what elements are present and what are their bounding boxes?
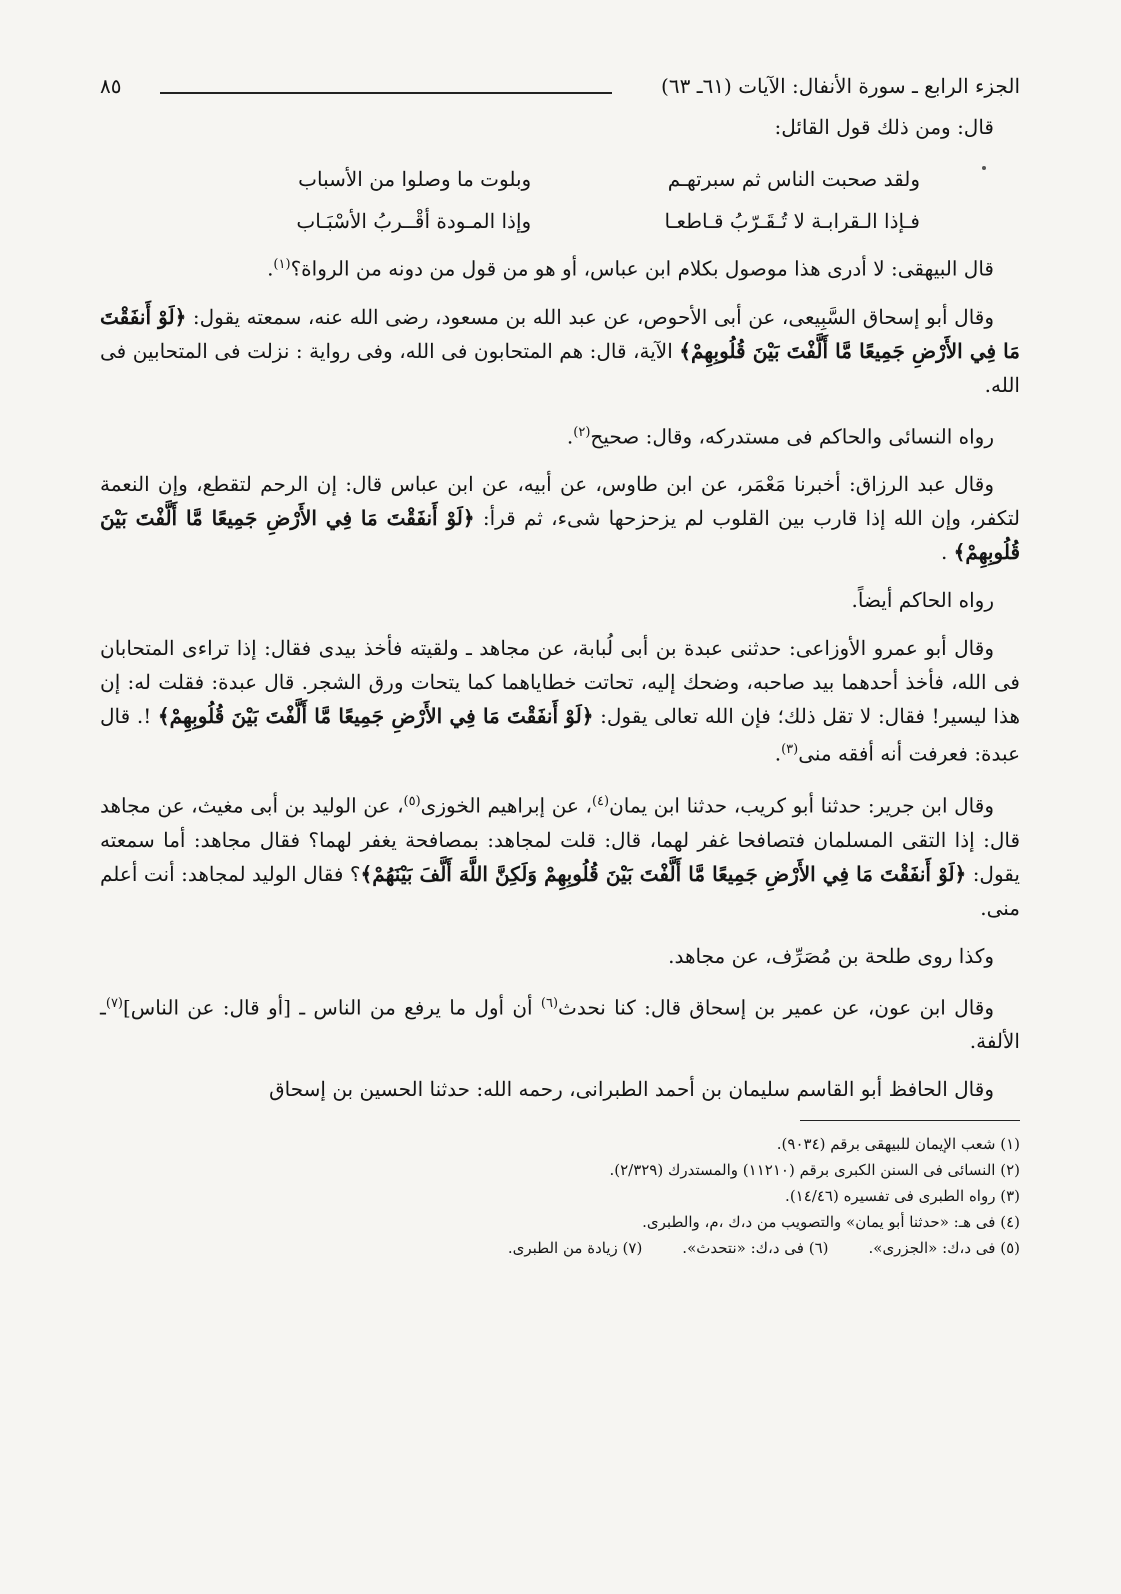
poem-hemistich: ولقد صحبت الناس ثم سبرتهـم: [667, 167, 920, 191]
text: .: [267, 256, 274, 281]
footnote: (٣) رواه الطبرى فى تفسيره (١٤/٤٦).: [785, 1187, 1020, 1206]
poem-hemistich: وإذا المـودة أقْــربُ الأسْبَـاب: [296, 209, 532, 233]
page: [100, 70, 1020, 1261]
footnote-row: [100, 1235, 1020, 1261]
text: أن أول ما يرفع من الناس ـ [أو قال: عن الناس]: [123, 995, 541, 1020]
paragraph-tabarani: وقال الحافظ أبو القاسم سليمان بن أحمد الطبرانى، رحمه الله: حدثنا الحسين بن إسحاق: [269, 1077, 994, 1102]
text: ؟ فقال الوليد لمجاهد: أنت أعلم منى.: [100, 861, 1020, 920]
poem-hemistich: فـإذا الـقرابـة لا تُـقَـرّبُ قـاطعـا: [664, 209, 920, 233]
footnote: (٢) النسائى فى السنن الكبرى برقم (١١٢١٠) والمستدرك (٢/٣٢٩).: [609, 1161, 1020, 1180]
footnote-ref: (١): [273, 257, 291, 272]
paragraph-ibn-awn: [100, 987, 1020, 1059]
text: !. قال عبدة: فعرفت أنه أفقه منى: [100, 704, 1020, 766]
text: وقال أبو إسحاق السَّبِيعى، عن أبى الأحوص، عن عبد الله بن مسعود، رضى الله عنه، سمعته يقول:: [186, 304, 995, 329]
text: .: [566, 424, 574, 449]
footnote-ref: (٥): [403, 793, 421, 809]
poem-verse: [200, 158, 920, 200]
paragraph-hakim: رواه الحاكم أيضاً.: [851, 588, 994, 613]
header-rule: [160, 92, 612, 94]
text: ، عن الوليد بن أبى مغيث، عن مجاهد قال: إذا التقى المسلمان فتصافحا غفر لهما، قال: قلت لمجاهد: بمصافحة يغفر لهما؟ فقال مجاهد: أما سمعته يقول:: [100, 793, 1020, 886]
footnote-separator: [800, 1120, 1020, 1121]
footnote: (٤) فى هـ: «حدثنا أبو يمان» والتصويب من د،ك ،م، والطبرى.: [642, 1213, 1020, 1232]
footnote-ref: (٢): [573, 424, 591, 440]
footnote: (٧) زيادة من الطبرى.: [507, 1239, 643, 1258]
paragraph-awzai: [100, 631, 1020, 771]
paragraph-ibn-masud: [100, 300, 1020, 402]
footnote-ref: (٣): [781, 742, 799, 758]
footnote: (١) شعب الإيمان للبيهقى برقم (٩٠٣٤).: [776, 1135, 1020, 1154]
text: وقال ابن عون، عن عمير بن إسحاق قال: كنا نحدث: [558, 995, 995, 1020]
paragraph-ibn-jarir: [100, 785, 1020, 925]
footnote: (٦) فى د،ك: «نتحدث».: [682, 1239, 829, 1258]
poem: [200, 158, 920, 242]
text: ، عن إبراهيم الخوزى: [420, 793, 592, 818]
text: رواه النسائى والحاكم فى مستدركه، وقال: صحيح: [590, 424, 994, 449]
text: .: [774, 741, 782, 766]
quran-quote: ﴿لَوْ أَنفَقْتَ مَا فِي الأَرْضِ جَمِيعًا مَّا أَلَّفْتَ بَيْنَ قُلُوبِهِمْ﴾: [100, 304, 1020, 363]
poem-hemistich: وبلوت ما وصلوا من الأسباب: [298, 167, 532, 191]
quran-quote: ﴿لَوْ أَنفَقْتَ مَا فِي الأَرْضِ جَمِيعًا مَّا أَلَّفْتَ بَيْنَ قُلُوبِهِمْ وَلَكِنَّ اللَّهَ أَلَّفَ بَيْنَهُمْ﴾: [360, 861, 967, 886]
paragraph-abdulrazzaq: [100, 467, 1020, 569]
text: قال البيهقى: لا أدرى هذا موصول بكلام ابن عباس، أو هو من قول من دونه من الرواة؟: [290, 256, 994, 281]
text: وقال ابن جرير: حدثنا أبو كريب، حدثنا ابن يمان: [609, 793, 994, 818]
footnote-ref: (٦): [540, 995, 559, 1011]
quran-quote: ﴿لَوْ أَنفَقْتَ مَا فِي الأَرْضِ جَمِيعًا مَّا أَلَّفْتَ بَيْنَ قُلُوبِهِمْ﴾: [100, 506, 1020, 565]
page-number: ٨٥: [100, 74, 122, 98]
footnote: (٥) فى د،ك: «الجزرى».: [868, 1239, 1020, 1258]
paragraph-nasai: [100, 416, 1020, 454]
text: .: [940, 540, 954, 565]
text: ـ الألفة.: [100, 995, 1020, 1054]
running-title: الجزء الرابع ـ سورة الأنفال: الآيات (٦١ـ ٦٣): [661, 74, 1020, 98]
running-header: [100, 70, 1020, 110]
paragraph-bayhaqi: [100, 248, 1020, 286]
poem-verse: [200, 200, 920, 242]
text: وقال عبد الرزاق: أخبرنا مَعْمَر، عن ابن طاوس، عن أبيه، عن ابن عباس قال: إن الرحم لتقطع، وإن النعمة لتكفر، وإن الله إذا قارب بين القلوب لم يزحزحها شىء، ثم قرأ:: [100, 472, 1020, 531]
quran-quote: ﴿لَوْ أَنفَقْتَ مَا فِي الأَرْضِ جَمِيعًا مَّا أَلَّفْتَ بَيْنَ قُلُوبِهِمْ﴾: [157, 704, 594, 729]
footnote-ref: (٤): [591, 793, 610, 809]
footnote-ref: (٧): [105, 995, 123, 1011]
footnotes: [100, 1131, 1020, 1261]
paragraph-intro: قال: ومن ذلك قول القائل:: [774, 115, 994, 139]
text: الآية، قال: هم المتحابون فى الله، وفى رواية : نزلت فى المتحابين فى الله.: [100, 338, 1020, 397]
paragraph-talha: وكذا روى طلحة بن مُصَرِّف، عن مجاهد.: [668, 943, 994, 968]
text: وقال أبو عمرو الأوزاعى: حدثنى عبدة بن أبى لُبابة، عن مجاهد ـ ولقيته فأخذ بيدى فقال: إذا تراءى المتحابان فى الله، فأخذ أحدهما بيد صاحبه، وضحك إليه، تحاتت خطاياهما كما يتحات ورق الشجر. قال عبدة: فقلت له: إن هذا ليسير! فقال: لا تقل ذلك؛ فإن الله تعالى يقول:: [100, 636, 1021, 729]
